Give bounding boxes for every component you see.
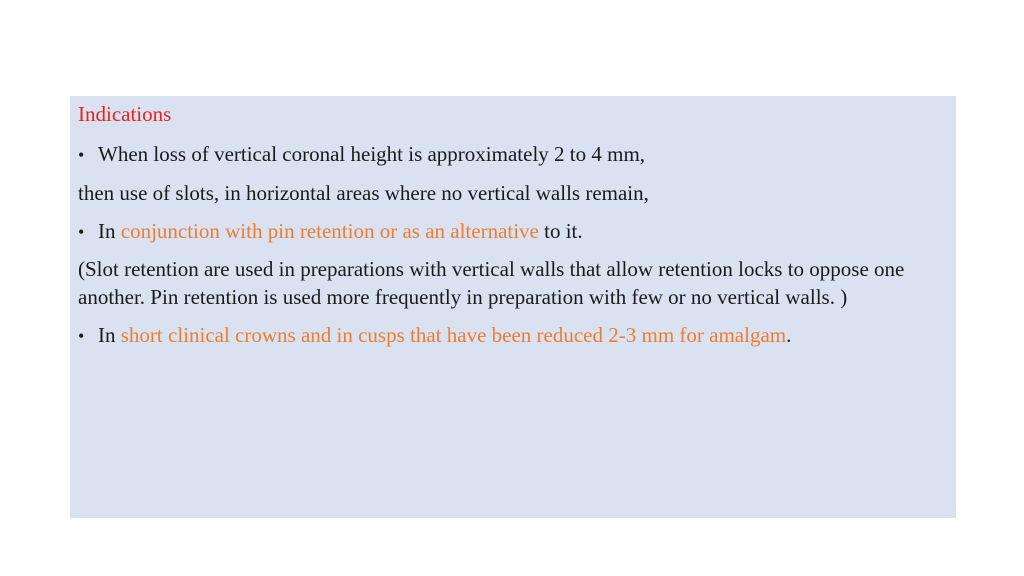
slots-line: then use of slots, in horizontal areas where no vertical walls remain, (78, 181, 649, 205)
bullet-item-short-crowns (78, 316, 950, 355)
bullet-item-text: When loss of vertical coronal height is approximately 2 to 4 mm, (98, 142, 646, 166)
content-box (70, 96, 956, 518)
text-body (78, 100, 950, 355)
slide-title: Indications (78, 102, 172, 126)
highlighted-text: short clinical crowns and in cusps that have been reduced 2-3 mm for amalgam (120, 323, 787, 347)
bullet-prefix: In (98, 219, 121, 243)
bullet-suffix: to it. (538, 219, 583, 243)
bullet-prefix: In (98, 323, 121, 347)
bullet-item-text (98, 316, 791, 354)
bullet-item-pin-retention (78, 212, 950, 251)
bullet-item-coronal-height (78, 135, 950, 174)
bullet-icon: • (78, 222, 85, 242)
bullet-item-text (98, 212, 583, 250)
bullet-icon: • (78, 145, 85, 165)
slot-retention-paragraph: (Slot retention are used in preparations with vertical walls that allow retention locks to oppose one another. Pin retention is used more frequently in preparation with few or no vertical walls. ) (78, 257, 905, 309)
highlighted-text: conjunction with pin retention or as an alternative (120, 219, 539, 243)
bullet-suffix: . (786, 323, 792, 347)
bullet-icon: • (78, 326, 85, 346)
